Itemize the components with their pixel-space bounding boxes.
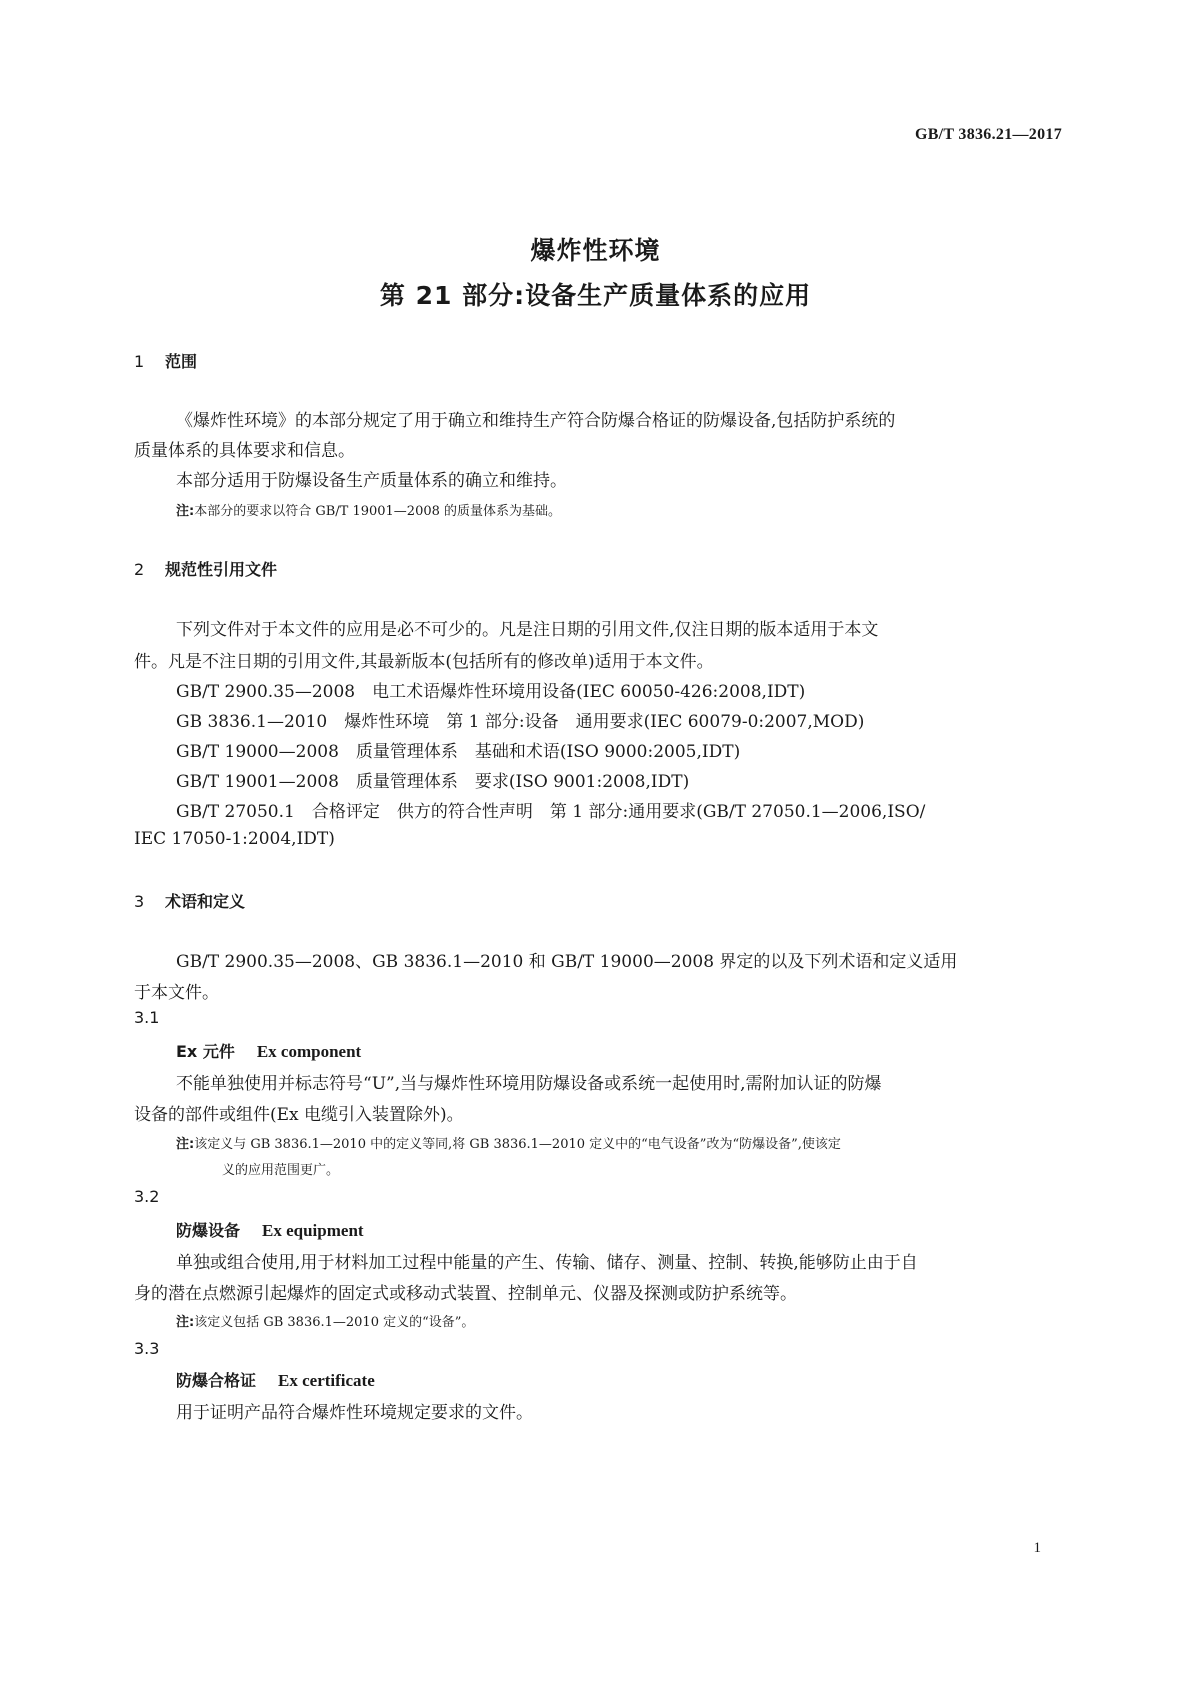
note-label: 注: bbox=[176, 504, 195, 519]
note bbox=[176, 500, 561, 519]
term-entry bbox=[176, 1368, 375, 1391]
section-number: 2 bbox=[134, 560, 145, 579]
term-en: Ex equipment bbox=[262, 1221, 364, 1240]
section-number: 1 bbox=[134, 352, 145, 371]
reference-item-continuation: IEC 17050-1:2004,IDT) bbox=[134, 829, 335, 849]
paragraph-line: 件。凡是不注日期的引用文件,其最新版本(包括所有的修改单)适用于本文件。 bbox=[134, 652, 714, 672]
reference-item: GB/T 27050.1 合格评定 供方的符合性声明 第 1 部分:通用要求(GB/T 27050.1—2006,ISO/ bbox=[176, 802, 926, 822]
page-number: 1 bbox=[1033, 1540, 1041, 1556]
note bbox=[176, 1311, 474, 1330]
definition-line: 单独或组合使用,用于材料加工过程中能量的产生、传输、储存、测量、控制、转换,能够防止由于自 bbox=[176, 1253, 918, 1273]
section-title: 范围 bbox=[165, 352, 198, 371]
section-heading-normative-references bbox=[134, 557, 277, 580]
paragraph-line: 《爆炸性环境》的本部分规定了用于确立和维持生产符合防爆合格证的防爆设备,包括防护系统的 bbox=[176, 411, 896, 431]
note-label: 注: bbox=[176, 1315, 195, 1330]
note-text: 该定义与 GB 3836.1—2010 中的定义等同,将 GB 3836.1—2010 定义中的“电气设备”改为“防爆设备”,使该定 bbox=[194, 1137, 841, 1152]
section-title: 术语和定义 bbox=[165, 892, 246, 911]
term-entry bbox=[176, 1218, 364, 1241]
paragraph-line: 下列文件对于本文件的应用是必不可少的。凡是注日期的引用文件,仅注日期的版本适用于本文 bbox=[176, 620, 879, 640]
paragraph-line: GB/T 2900.35—2008、GB 3836.1—2010 和 GB/T 19000—2008 界定的以及下列术语和定义适用 bbox=[176, 952, 958, 972]
note bbox=[176, 1133, 841, 1152]
standard-number: GB/T 3836.21—2017 bbox=[914, 126, 1062, 143]
paragraph: 本部分适用于防爆设备生产质量体系的确立和维持。 bbox=[176, 471, 567, 491]
definition-line: 用于证明产品符合爆炸性环境规定要求的文件。 bbox=[176, 1403, 533, 1423]
term-en: Ex component bbox=[256, 1042, 362, 1061]
section-heading-scope bbox=[134, 349, 197, 372]
reference-item: GB/T 19001—2008 质量管理体系 要求(ISO 9001:2008,IDT) bbox=[176, 772, 690, 792]
section-number: 3 bbox=[134, 892, 145, 911]
term-number: 3.2 bbox=[134, 1187, 160, 1206]
section-heading-terms-definitions bbox=[134, 889, 245, 912]
term-zh: Ex 元件 bbox=[176, 1042, 235, 1061]
reference-item: GB/T 2900.35—2008 电工术语爆炸性环境用设备(IEC 60050-426:2008,IDT) bbox=[176, 682, 806, 702]
term-number: 3.1 bbox=[134, 1008, 160, 1027]
definition-line: 不能单独使用并标志符号“U”,当与爆炸性环境用防爆设备或系统一起使用时,需附加认证的防爆 bbox=[176, 1074, 882, 1094]
definition-line: 设备的部件或组件(Ex 电缆引入装置除外)。 bbox=[134, 1105, 464, 1125]
note-continuation: 义的应用范围更广。 bbox=[222, 1163, 340, 1178]
term-zh: 防爆合格证 bbox=[176, 1371, 257, 1390]
reference-item: GB/T 19000—2008 质量管理体系 基础和术语(ISO 9000:2005,IDT) bbox=[176, 742, 741, 762]
section-title: 规范性引用文件 bbox=[165, 560, 278, 579]
term-zh: 防爆设备 bbox=[176, 1221, 241, 1240]
note-text: 本部分的要求以符合 GB/T 19001—2008 的质量体系为基础。 bbox=[194, 504, 562, 519]
term-entry bbox=[176, 1039, 361, 1062]
document-subtitle: 第 21 部分:设备生产质量体系的应用 bbox=[379, 281, 812, 310]
paragraph-line: 于本文件。 bbox=[134, 983, 219, 1003]
paragraph-line: 质量体系的具体要求和信息。 bbox=[134, 441, 355, 461]
term-number: 3.3 bbox=[134, 1339, 160, 1358]
note-text: 该定义包括 GB 3836.1—2010 定义的“设备”。 bbox=[194, 1315, 475, 1330]
definition-line: 身的潜在点燃源引起爆炸的固定式或移动式装置、控制单元、仪器及探测或防护系统等。 bbox=[134, 1284, 797, 1304]
document-title: 爆炸性环境 bbox=[530, 236, 661, 265]
term-en: Ex certificate bbox=[278, 1371, 375, 1390]
reference-item: GB 3836.1—2010 爆炸性环境 第 1 部分:设备 通用要求(IEC 60079-0:2007,MOD) bbox=[176, 712, 865, 732]
note-label: 注: bbox=[176, 1137, 195, 1152]
